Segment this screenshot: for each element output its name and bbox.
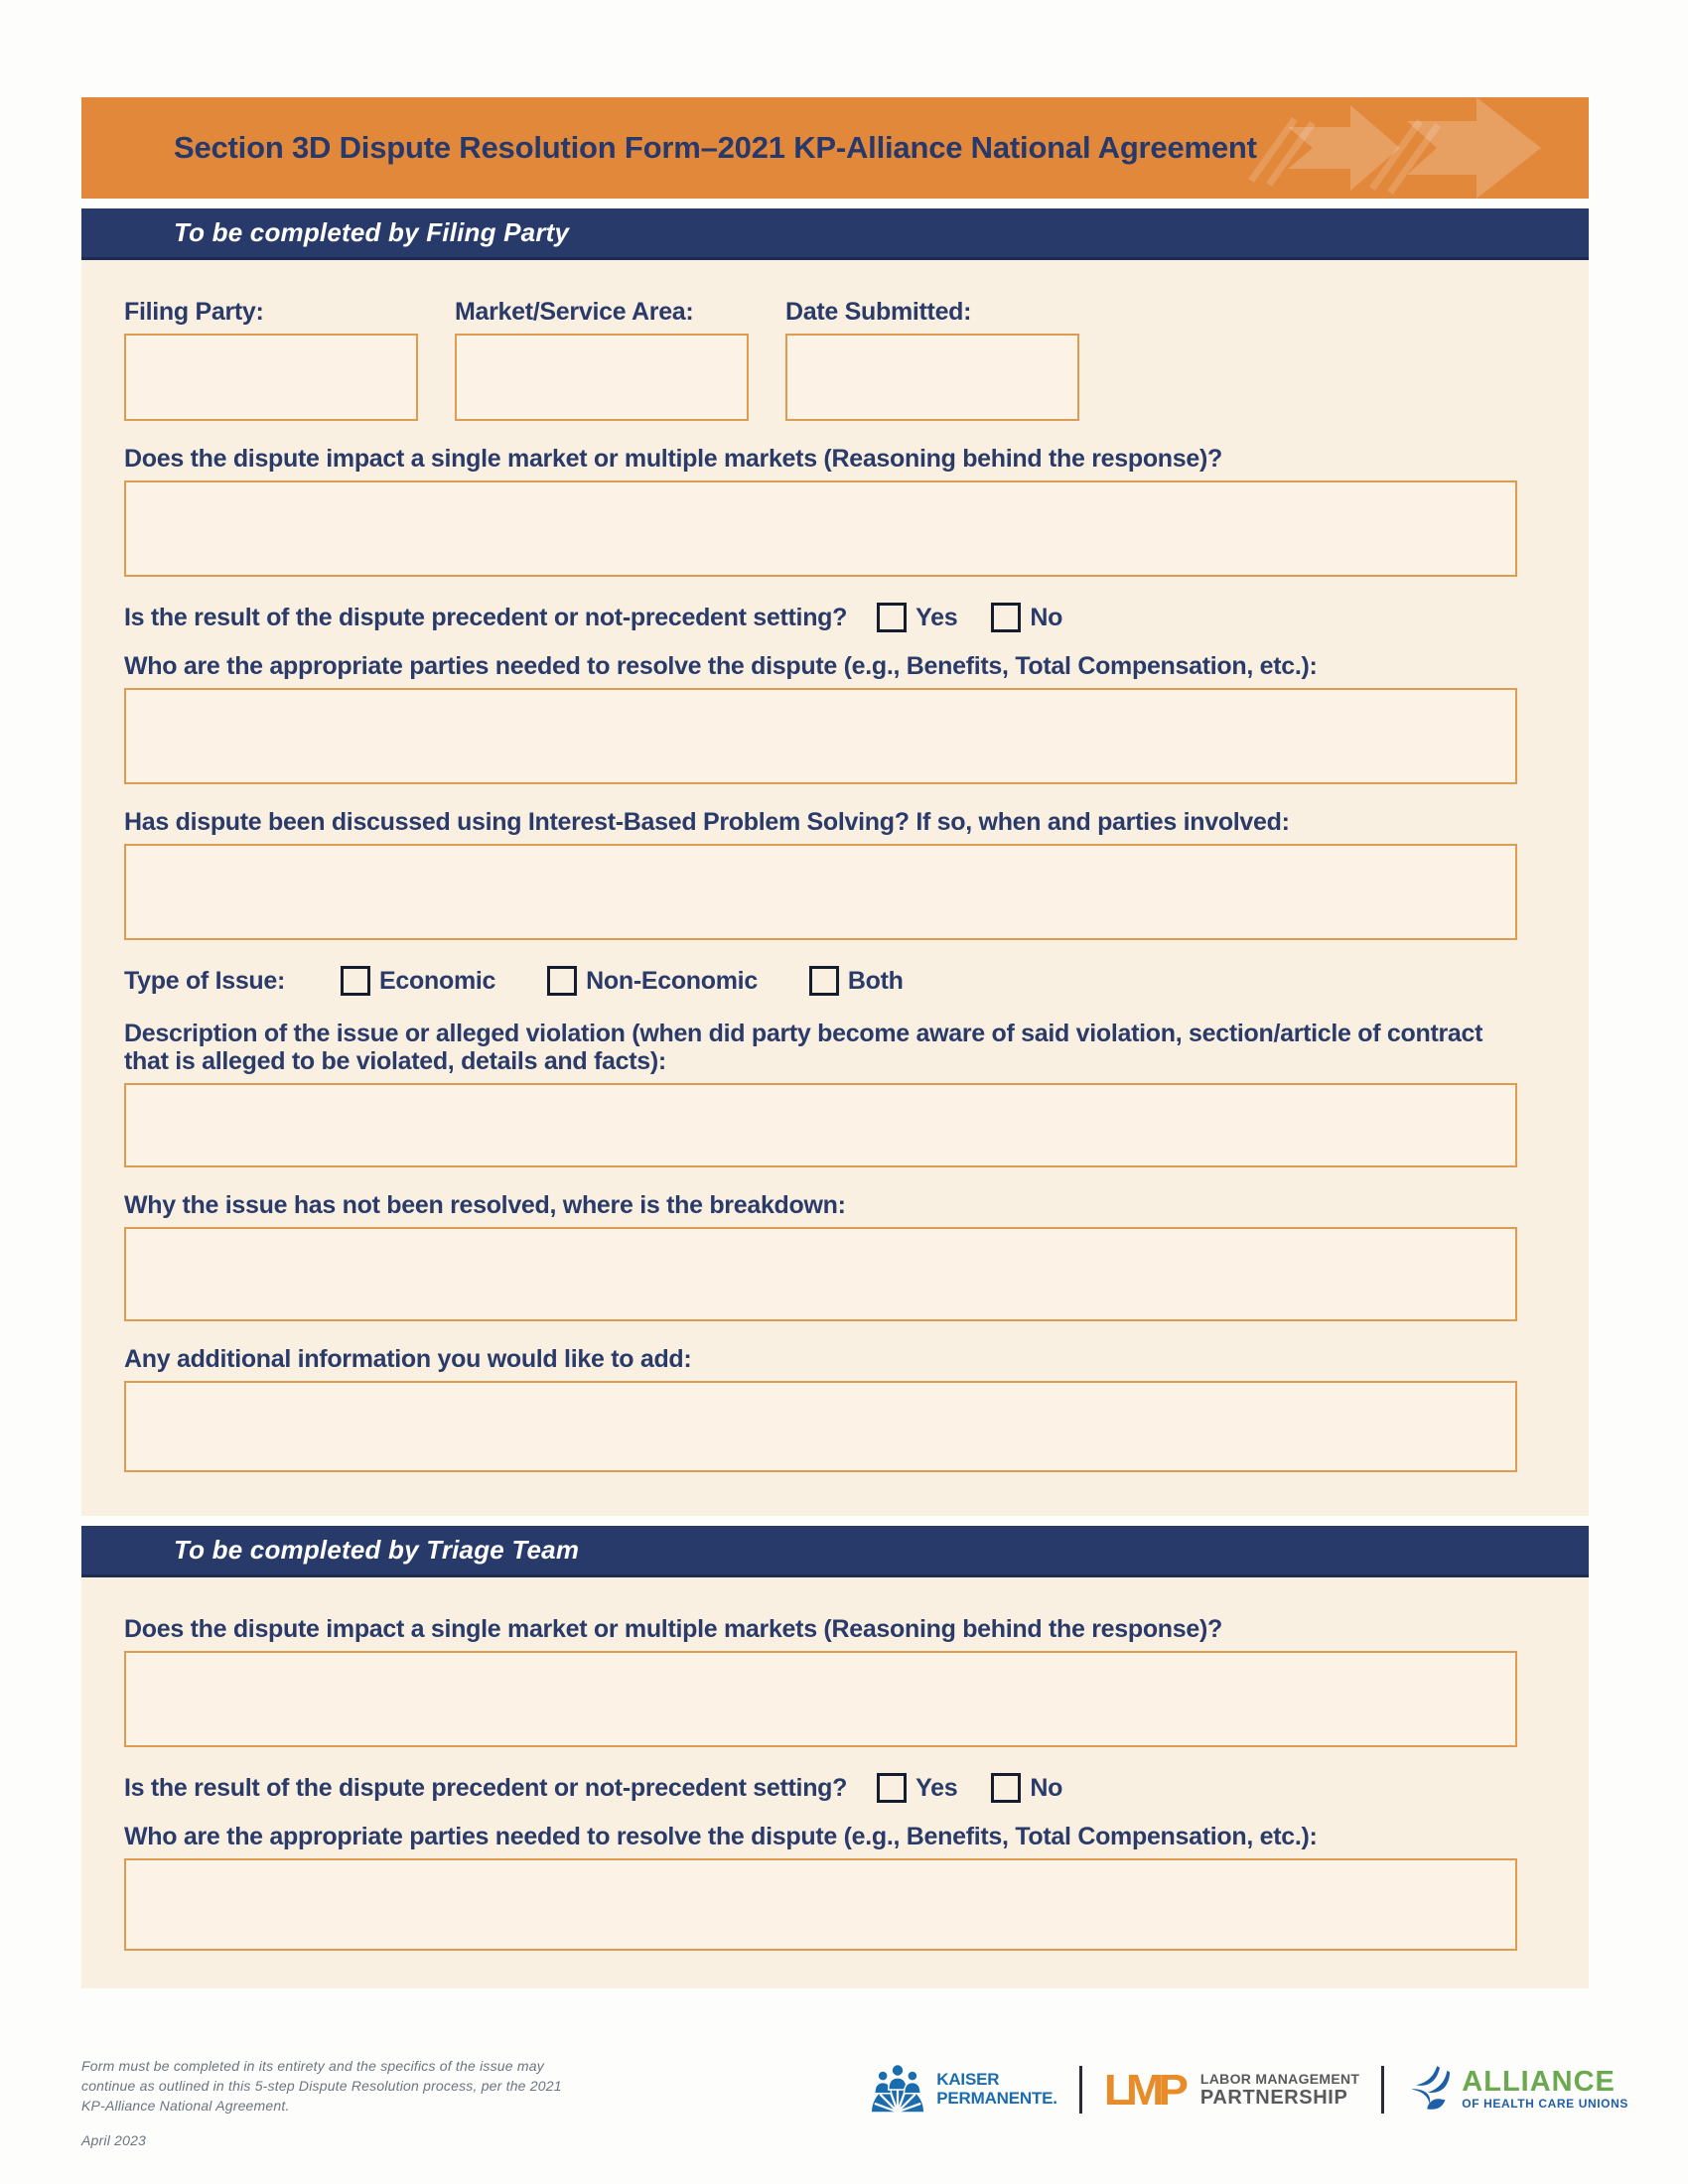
filing-precedent-row: [124, 603, 1517, 632]
triage-precedent-label: Is the result of the dispute precedent or not-precedent setting?: [124, 1774, 848, 1802]
filing-precedent-no-checkbox[interactable]: [991, 603, 1021, 632]
filing-additional-label: Any additional information you would like to add:: [124, 1345, 692, 1373]
kaiser-line2: PERMANENTE.: [936, 2089, 1057, 2108]
triage-market-impact-textarea[interactable]: [124, 1651, 1517, 1747]
filing-ibps-label: Has dispute been discussed using Interest-Based Problem Solving? If so, when and parties involved:: [124, 808, 1290, 836]
filing-party-label: Filing Party:: [124, 298, 264, 326]
triage-section-header: [81, 1526, 1589, 1577]
type-economic-label: Economic: [379, 967, 496, 995]
triage-precedent-row: [124, 1773, 1517, 1803]
type-of-issue-row: [124, 966, 1517, 996]
lmp-abbr-mark: LMP: [1103, 2065, 1183, 2115]
filing-breakdown-label: Why the issue has not been resolved, where is the breakdown:: [124, 1191, 846, 1219]
triage-precedent-no-label: No: [1030, 1774, 1063, 1802]
form-page: [81, 97, 1589, 1988]
top-fields-row: [124, 298, 1517, 421]
triage-precedent-yes-checkbox[interactable]: [877, 1773, 907, 1803]
filing-precedent-yes-label: Yes: [915, 604, 958, 631]
filing-section-title: To be completed by Filing Party: [174, 217, 570, 247]
filing-market-impact-textarea[interactable]: [124, 480, 1517, 577]
filing-precedent-yes-checkbox[interactable]: [877, 603, 907, 632]
market-service-area-field: [455, 298, 749, 421]
arrow-watermark-icon: [1233, 97, 1561, 199]
filing-precedent-no-label: No: [1030, 604, 1063, 631]
alliance-logo: [1406, 2063, 1628, 2116]
form-header-banner: [81, 97, 1589, 199]
filing-breakdown-textarea[interactable]: [124, 1227, 1517, 1321]
logo-divider: [1381, 2066, 1384, 2114]
market-service-area-input[interactable]: [455, 334, 749, 421]
type-both-checkbox[interactable]: [809, 966, 839, 996]
kaiser-line1: KAISER: [936, 2070, 1000, 2090]
filing-party-input[interactable]: [124, 334, 418, 421]
type-both-label: Both: [847, 967, 904, 995]
triage-section-title: To be completed by Triage Team: [174, 1535, 580, 1565]
filing-parties-textarea[interactable]: [124, 688, 1517, 784]
triage-parties-textarea[interactable]: [124, 1858, 1517, 1951]
lmp-line1: LABOR MANAGEMENT: [1199, 2070, 1360, 2087]
type-of-issue-label: Type of Issue:: [124, 967, 286, 995]
kaiser-permanente-logo: [869, 2064, 1057, 2116]
market-service-area-label: Market/Service Area:: [455, 298, 694, 326]
triage-precedent-no-checkbox[interactable]: [991, 1773, 1021, 1803]
filing-description-textarea[interactable]: [124, 1083, 1517, 1167]
date-submitted-input[interactable]: [785, 334, 1079, 421]
triage-precedent-yes-label: Yes: [915, 1774, 958, 1802]
page-title: Section 3D Dispute Resolution Form–2021 KP-Alliance National Agreement: [174, 130, 1257, 165]
filing-party-field: [124, 298, 418, 421]
type-economic-checkbox[interactable]: [341, 966, 370, 996]
lmp-line2: PARTNERSHIP: [1199, 2087, 1348, 2110]
footer-logos: [869, 2057, 1628, 2122]
filing-parties-label: Who are the appropriate parties needed to resolve the dispute (e.g., Benefits, Total Compensation, etc.):: [124, 652, 1318, 680]
alliance-icon: [1406, 2063, 1452, 2116]
kaiser-permanente-wordmark: [936, 2071, 1057, 2108]
date-submitted-label: Date Submitted:: [785, 298, 972, 326]
footer-note: Form must be completed in its entirety and the specifics of the issue may continue as outlined in this 5-step Dispute Resolution process, per the 2021 KP-Alliance National Agreement.: [81, 2058, 562, 2114]
filing-market-impact-label: Does the dispute impact a single market or multiple markets (Reasoning behind the response)?: [124, 445, 1222, 473]
filing-additional-textarea[interactable]: [124, 1381, 1517, 1472]
type-noneconomic-label: Non-Economic: [586, 967, 758, 995]
date-submitted-field: [785, 298, 1079, 421]
footer-date: April 2023: [81, 2132, 147, 2148]
triage-market-impact-label: Does the dispute impact a single market or multiple markets (Reasoning behind the response)?: [124, 1615, 1222, 1643]
kaiser-permanente-icon: [869, 2064, 926, 2116]
filing-precedent-label: Is the result of the dispute precedent or not-precedent setting?: [124, 604, 848, 631]
lmp-logo: [1104, 2067, 1359, 2113]
filing-ibps-textarea[interactable]: [124, 844, 1517, 940]
lmp-wordmark: [1200, 2071, 1359, 2109]
filing-section-panel: [81, 260, 1589, 1516]
alliance-name: ALLIANCE: [1462, 2065, 1616, 2098]
triage-section-panel: [81, 1577, 1589, 1988]
alliance-subtitle: OF HEALTH CARE UNIONS: [1462, 2097, 1628, 2112]
triage-parties-label: Who are the appropriate parties needed to resolve the dispute (e.g., Benefits, Total Compensation, etc.):: [124, 1823, 1318, 1850]
alliance-wordmark: [1462, 2067, 1628, 2113]
filing-section-header: [81, 208, 1589, 260]
logo-divider: [1079, 2066, 1082, 2114]
type-noneconomic-checkbox[interactable]: [547, 966, 577, 996]
filing-description-label: Description of the issue or alleged violation (when did party become aware of said violation, section/article of contract that is alleged to be violated, details and facts):: [124, 1020, 1483, 1075]
